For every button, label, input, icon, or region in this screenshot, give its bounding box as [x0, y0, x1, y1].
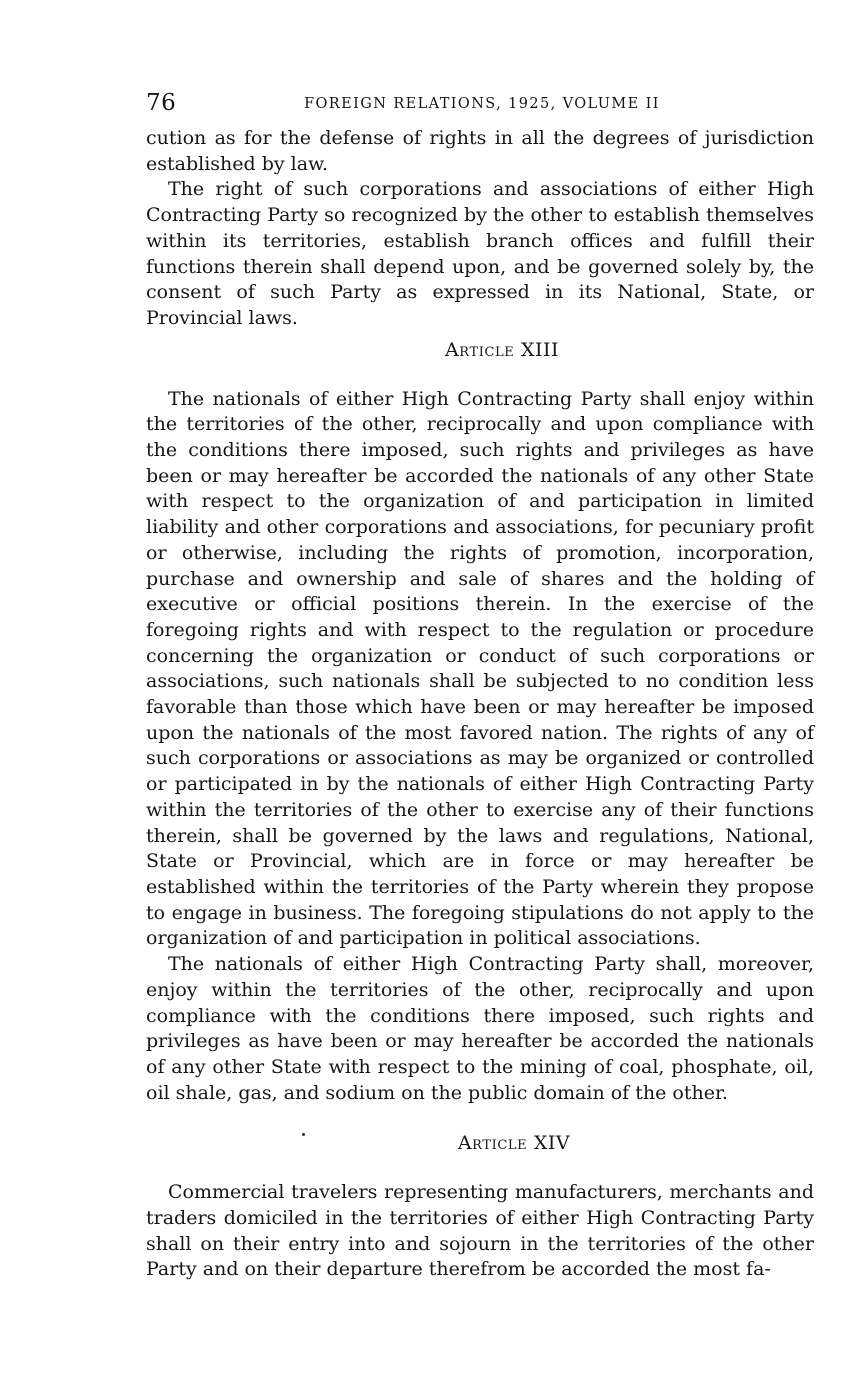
scan-speck	[302, 1133, 305, 1136]
article-13-label: Article	[444, 338, 515, 361]
running-title: FOREIGN RELATIONS, 1925, VOLUME II	[304, 96, 660, 112]
article-14-label: Article	[457, 1132, 528, 1155]
article-13-heading	[146, 338, 814, 363]
article-14-paragraph-1: Commercial travelers representing manufacturers, merchants and traders domiciled in the territories of either High Contracting Party shall on their entry into and sojourn in the territories of the other Party and on their departure therefrom be accorded the most fa-	[146, 1181, 814, 1281]
paragraph-continued: cution as for the defense of rights in all the degrees of jurisdiction established by law.	[146, 127, 814, 175]
running-head	[146, 88, 814, 126]
article-13-paragraph-1: The nationals of either High Contracting Party shall enjoy within the territories of the other, reciprocally and upon compliance with the conditions there imposed, such rights and privileges as have been or may hereafter be accorded the nationals of any other State with respect to the organization of and participation in limited liability and other corporations and associations, for pecuniary profit or otherwise, including the rights of promotion, incorporation, purchase and ownership and sale of shares and the holding of executive or official positions therein. In the exercise of the foregoing rights and with respect to the regulation or procedure concerning the organization or conduct of such corporations or associations, such nationals shall be subjected to no condition less favorable than those which have been or may hereafter be imposed upon the nationals of the most favored nation. The rights of any of such corporations or associations as may be organized or controlled or participated in by the nationals of either High Contracting Party within the territories of the other to exercise any of their functions therein, shall be governed by the laws and regulations, National, State or Provincial, which are in force or may hereafter be established within the territories of the Party wherein they propose to engage in business. The foregoing stipulations do not apply to the organization of and participation in political associations.	[146, 387, 814, 950]
article-14-numeral: XIV	[533, 1132, 571, 1155]
page-number: 76	[146, 90, 177, 116]
document-page	[146, 88, 814, 1283]
article-13-numeral: XIII	[520, 338, 560, 361]
article-14-heading	[146, 1131, 814, 1156]
article-13-paragraph-2: The nationals of either High Contracting Party shall, moreover, enjoy within the territories of the other, reciprocally and upon compliance with the conditions there imposed, such rights and privileges as have been or may hereafter be accorded the nationals of any other State with respect to the mining of coal, phosphate, oil, oil shale, gas, and sodium on the public domain of the other.	[146, 953, 814, 1104]
paragraph-corporations-right: The right of such corporations and associations of either High Contracting Party so recognized by the other to establish themselves within its territories, establish branch offices and fulfill their functions therein shall depend upon, and be governed solely by, the consent of such Party as expressed in its National, State, or Provincial laws.	[146, 178, 814, 329]
